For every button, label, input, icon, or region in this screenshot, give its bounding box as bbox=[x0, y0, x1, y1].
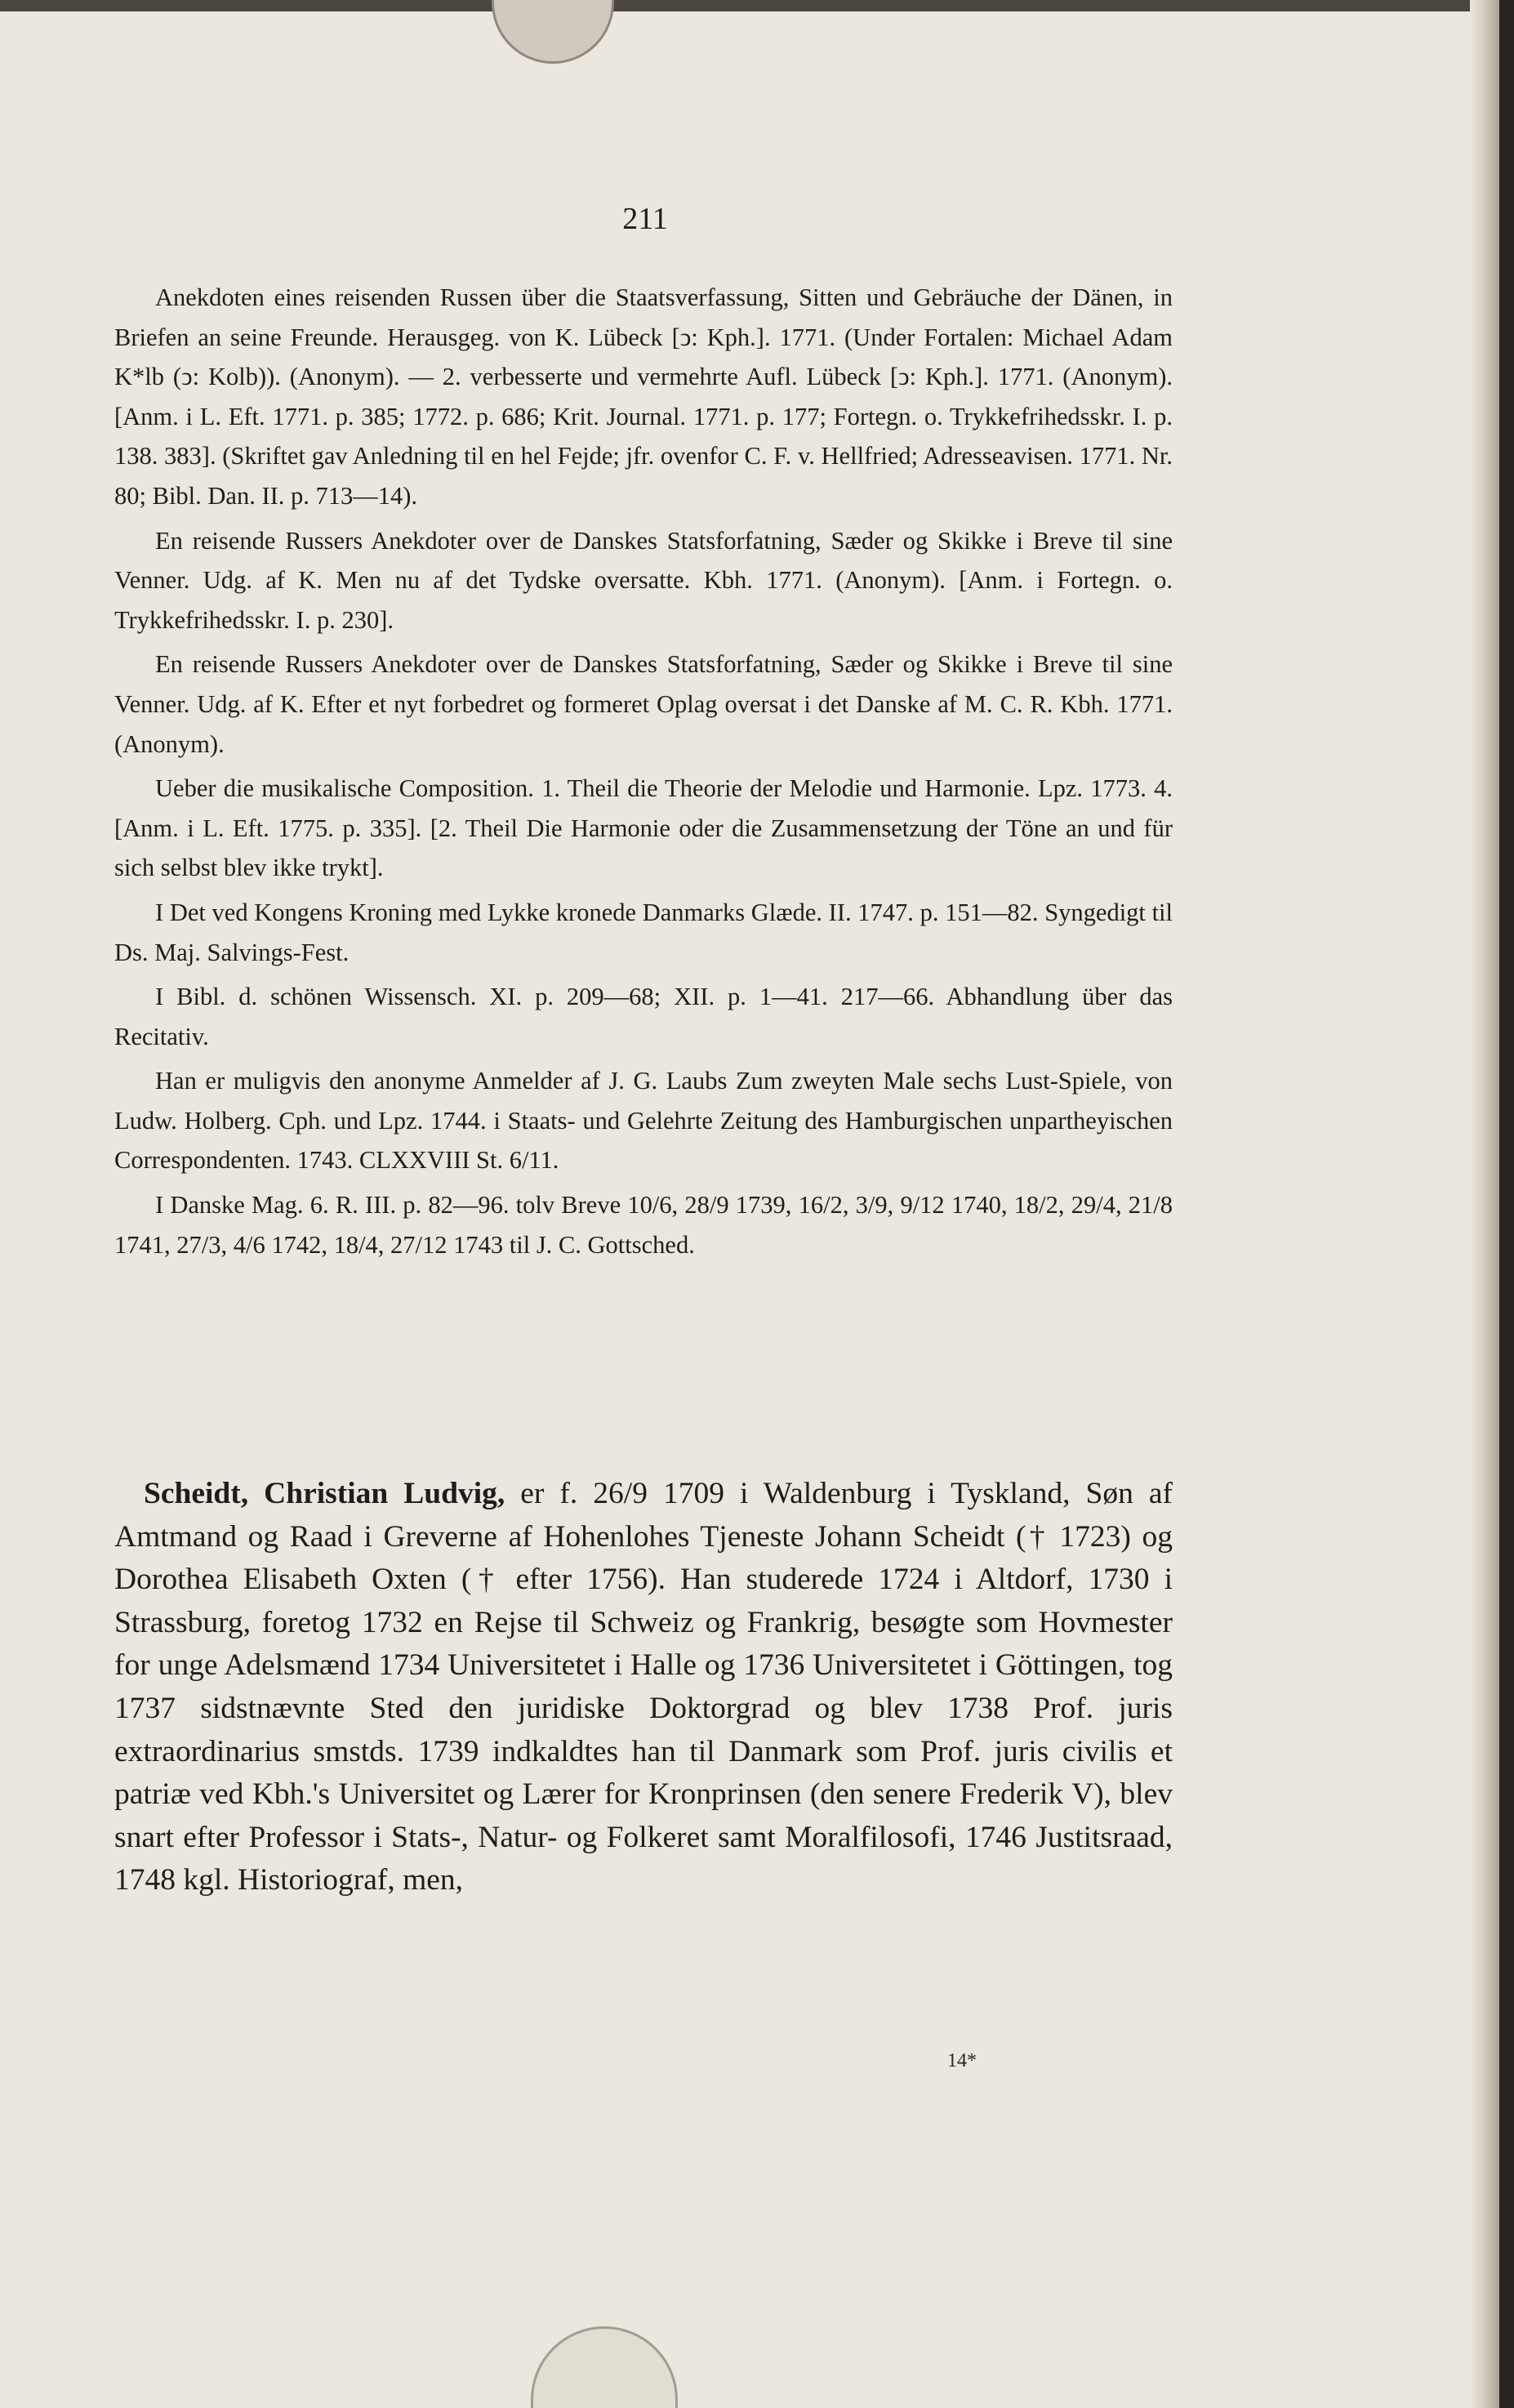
bibliography-entry: En reisende Russers Anekdoter over de Danskes Statsforfatning, Sæder og Skikke i Breve til sine Venner. Udg. af K. Efter et nyt forbedret og formeret Oplag oversat i det Danske af M. C. R. Kbh. 1771. (Anonym). bbox=[114, 650, 1173, 758]
page-edge-shadow bbox=[1470, 0, 1499, 2408]
entry-text: er f. 26/9 1709 i Waldenburg i Tyskland, Søn af Amtmand og Raad i Greverne af Hohenlohes Tjeneste Johann Scheidt († 1723) og Dorothea Elisabeth Oxten († efter 1756). Han studerede 1724 i Altdorf, 1730 i Strassburg, foretog 1732 en Rejse til Schweiz og Frankrig, besøgte som Hovmester for unge Adelsmænd 1734 Universitetet i Halle og 1736 Universitetet i Göttingen, tog 1737 sidstnævnte Sted den juridiske Doktorgrad og blev 1738 Prof. juris extraordinarius smstds. 1739 indkaldtes han til Danmark som Prof. juris civilis et patriæ ved Kbh.'s Universitet og Lærer for Kronprinsen (den senere Frederik V), blev snart efter Professor i Stats-, Natur- og Folkeret samt Moralfilosofi, 1746 Justitsraad, 1748 kgl. Historiograf, men, bbox=[114, 1477, 1173, 1897]
biography-entry bbox=[114, 1473, 1173, 1902]
binder-clip-bottom bbox=[531, 2326, 678, 2408]
bibliography-entry: I Det ved Kongens Kroning med Lykke kronede Danmarks Glæde. II. 1747. p. 151—82. Syngedigt til Ds. Maj. Salvings-Fest. bbox=[114, 898, 1173, 966]
entry-name: Scheidt, Christian Ludvig, bbox=[144, 1477, 505, 1510]
bibliography-entry: Han er muligvis den anonyme Anmelder af J. G. Laubs Zum zweyten Male sechs Lust-Spiele, von Ludw. Holberg. Cph. und Lpz. 1744. i Staats- und Gelehrte Zeitung des Hamburgischen unpartheyischen Correspondenten. 1743. CLXXVIII St. 6/11. bbox=[114, 1067, 1173, 1175]
bibliography-entry: Ueber die musikalische Composition. 1. Theil die Theorie der Melodie und Harmonie. Lpz. 1773. 4. [Anm. i L. Eft. 1775. p. 335]. [2. Theil Die Harmonie oder die Zusammensetzung der Töne an und für sich selbst blev ikke trykt]. bbox=[114, 774, 1173, 882]
page-number: 211 bbox=[622, 202, 668, 236]
bibliography-entry: I Bibl. d. schönen Wissensch. XI. p. 209—68; XII. p. 1—41. 217—66. Abhandlung über das Recitativ. bbox=[114, 983, 1173, 1050]
bibliography-block bbox=[114, 278, 1173, 1264]
scan-top-edge bbox=[0, 0, 1499, 11]
signature-mark: 14* bbox=[947, 2050, 977, 2071]
biography-paragraph bbox=[114, 1473, 1173, 1902]
bibliography-entry: Anekdoten eines reisenden Russen über die Staatsverfassung, Sitten und Gebräuche der Dänen, in Briefen an seine Freunde. Herausgeg. von K. Lübeck [ↄ: Kph.]. 1771. (Under Fortalen: Michael Adam K*lb (ↄ: Kolb)). (Anonym). — 2. verbesserte und vermehrte Aufl. Lübeck [ↄ: Kph.]. 1771. (Anonym). [Anm. i L. Eft. 1771. p. 385; 1772. p. 686; Krit. Journal. 1771. p. 177; Fortegn. o. Trykkefrihedsskr. I. p. 138. 383]. (Skriftet gav Anledning til en hel Fejde; jfr. ovenfor C. F. v. Hellfried; Adresseavisen. 1771. Nr. 80; Bibl. Dan. II. p. 713—14). bbox=[114, 283, 1173, 510]
bibliography-entry: En reisende Russers Anekdoter over de Danskes Statsforfatning, Sæder og Skikke i Breve til sine Venner. Udg. af K. Men nu af det Tydske oversatte. Kbh. 1771. (Anonym). [Anm. i Fortegn. o. Trykkefrihedsskr. I. p. 230]. bbox=[114, 526, 1173, 634]
binder-clip-top bbox=[492, 0, 614, 64]
bibliography-entry: I Danske Mag. 6. R. III. p. 82—96. tolv Breve 10/6, 28/9 1739, 16/2, 3/9, 9/12 1740, 18/2, 29/4, 21/8 1741, 27/3, 4/6 1742, 18/4, 27/12 1743 til J. C. Gottsched. bbox=[114, 1191, 1173, 1259]
